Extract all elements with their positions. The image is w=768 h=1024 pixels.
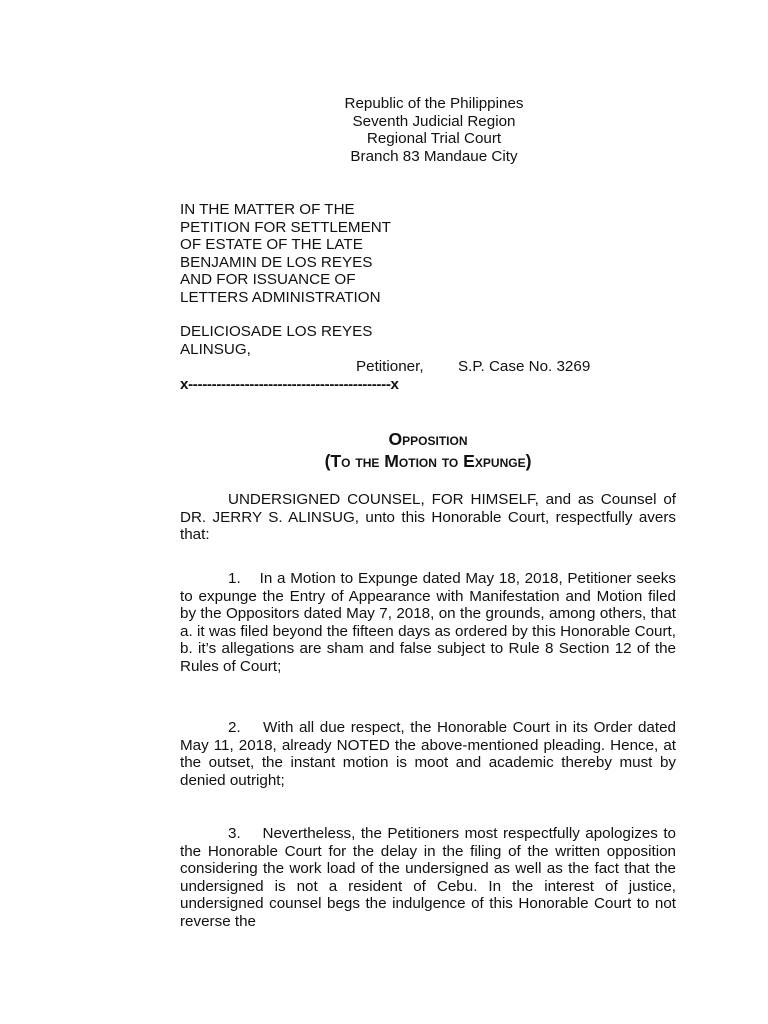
court-header [0, 95, 768, 165]
title-opposition: Opposition [388, 429, 468, 449]
caption-line: PETITION FOR SETTLEMENT [180, 218, 391, 236]
caption-line: AND FOR ISSUANCE OF [180, 271, 356, 289]
caption-line: OF ESTATE OF THE LATE [180, 236, 363, 254]
intro-paragraph: UNDERSIGNED COUNSEL, FOR HIMSELF, and as Counsel of DR. JERRY S. ALINSUG, unto this Honorable Court, respectfully avers that: [180, 491, 676, 544]
header-court: Regional Trial Court [366, 130, 502, 148]
paragraph-2: 2. With all due respect, the Honorable Court in its Order dated May 11, 2018, already NOTED the above-mentioned pleading. Hence, at the outset, the instant motion is moot and academic thereby must by denied outright; [180, 719, 676, 789]
petitioner-name-cont: ALINSUG, [180, 340, 251, 358]
petitioner-name: DELICIOSADE LOS REYES [180, 323, 373, 340]
caption-divider: x-------------------------------------------x [180, 376, 399, 393]
party-block [180, 323, 680, 376]
pleading-title [0, 428, 768, 472]
header-region: Seventh Judicial Region [352, 112, 516, 130]
header-branch: Branch 83 Mandaue City [350, 147, 518, 165]
caption-line: BENJAMIN DE LOS REYES [180, 253, 373, 271]
title-subtitle: (To the Motion to Expunge) [324, 451, 532, 471]
petitioner-row [180, 358, 680, 376]
case-caption [180, 201, 440, 307]
case-number: S.P. Case No. 3269 [458, 358, 591, 376]
caption-line: IN THE MATTER OF THE [180, 201, 355, 218]
petitioner-role: Petitioner, [356, 358, 424, 376]
paragraph-1: 1. In a Motion to Expunge dated May 18, 2018, Petitioner seeks to expunge the Entry of Appearance with Manifestation and Motion filed by the Oppositors dated May 7, 2018, on the grounds, among others, that a. it was filed beyond the fifteen days as ordered by this Honorable Court, b. it’s allegations are sham and false subject to Rule 8 Section 12 of the Rules of Court; [180, 570, 676, 675]
header-republic: Republic of the Philippines [344, 95, 524, 112]
paragraph-3: 3. Nevertheless, the Petitioners most respectfully apologizes to the Honorable Court for the delay in the filing of the written opposition considering the work load of the undersigned as well as the fact that the undersigned is not a resident of Cebu. In the interest of justice, undersigned counsel begs the indulgence of this Honorable Court to not reverse the [180, 825, 676, 930]
caption-line: LETTERS ADMINISTRATION [180, 288, 381, 306]
